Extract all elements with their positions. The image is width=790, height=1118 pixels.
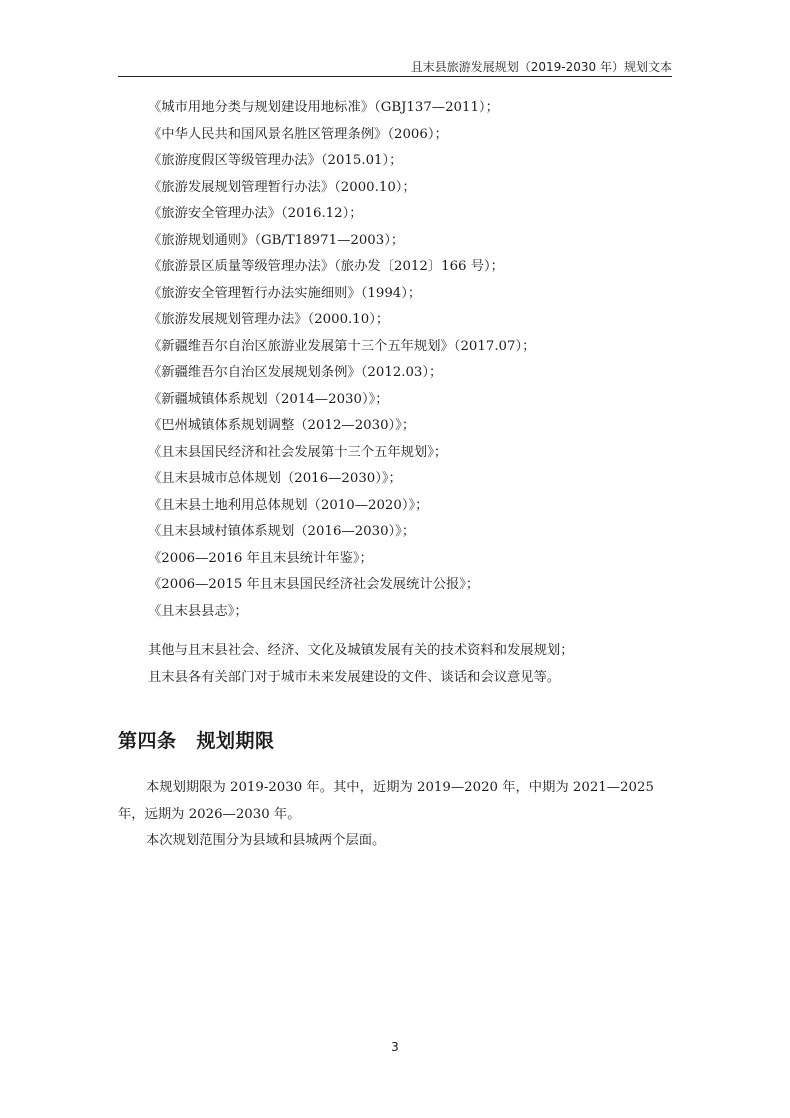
- list-item: 《旅游度假区等级管理办法》（2015.01）；: [148, 153, 403, 168]
- list-item: 《中华人民共和国风景名胜区管理条例》（2006）；: [148, 126, 448, 142]
- list-item: 《且末县城市总体规划（2016—2030）》；: [148, 471, 402, 486]
- reference-list: [148, 95, 708, 625]
- text-line: 其他与且末县社会、经济、文化及城镇发展有关的技术资料和发展规划；: [148, 643, 574, 658]
- list-item: 《2006—2016 年且末县统计年鉴》；: [148, 550, 373, 566]
- list-item: 《旅游安全管理办法》（2016.12）；: [148, 206, 363, 221]
- list-item: 《且末县土地利用总体规划（2010—2020）》；: [148, 497, 429, 513]
- text-line: 且末县各有关部门对于城市未来发展建设的文件、谈话和会议意见等。: [148, 669, 561, 685]
- paragraph-planning-period: 本规划期限为 2019-2030 年。其中，近期为 2019—2020 年，中期为 2021—2025 年，远期为 2026—2030 年。: [118, 780, 654, 822]
- other-basis-lines: [148, 638, 708, 691]
- list-item: 《城市用地分类与规划建设用地标准》（GBJ137—2011）；: [148, 100, 499, 115]
- section-heading: [118, 726, 275, 753]
- section-title: 规划期限: [196, 730, 275, 752]
- list-item: 《旅游景区质量等级管理办法》（旅办发〔2012〕166 号）；: [148, 259, 504, 274]
- list-item: 《巴州城镇体系规划调整（2012—2030）》；: [148, 418, 416, 433]
- list-item: 《新疆维吾尔自治区旅游业发展第十三个五年规划》（2017.07）；: [148, 338, 536, 354]
- list-item: 《新疆维吾尔自治区发展规划条例》（2012.03）；: [148, 365, 443, 380]
- list-item: 《新疆城镇体系规划（2014—2030）》；: [148, 391, 389, 407]
- section-number: 第四条: [118, 730, 177, 752]
- paragraph-planning-scope: 本次规划范围分为县域和县城两个层面。: [146, 833, 386, 848]
- running-header: 且末县旅游发展规划（2019-2030 年）规划文本: [410, 60, 672, 74]
- list-item: 《旅游发展规划管理暂行办法》（2000.10）；: [148, 179, 416, 195]
- list-item: 《且末县国民经济和社会发展第十三个五年规划》；: [148, 444, 448, 460]
- list-item: 《旅游发展规划管理办法》（2000.10）；: [148, 312, 390, 327]
- list-item: 《旅游规划通则》（GB/T18971—2003）；: [148, 232, 405, 248]
- page-number: 3: [391, 1040, 399, 1054]
- list-item: 《且末县域村镇体系规划（2016—2030）》；: [148, 524, 416, 539]
- list-item: 《旅游安全管理暂行办法实施细则》（1994）；: [148, 285, 422, 301]
- list-item: 《2006—2015 年且末县国民经济社会发展统计公报》；: [148, 577, 480, 592]
- list-item: 《且末县县志》；: [148, 603, 248, 619]
- header-rule: [118, 76, 672, 77]
